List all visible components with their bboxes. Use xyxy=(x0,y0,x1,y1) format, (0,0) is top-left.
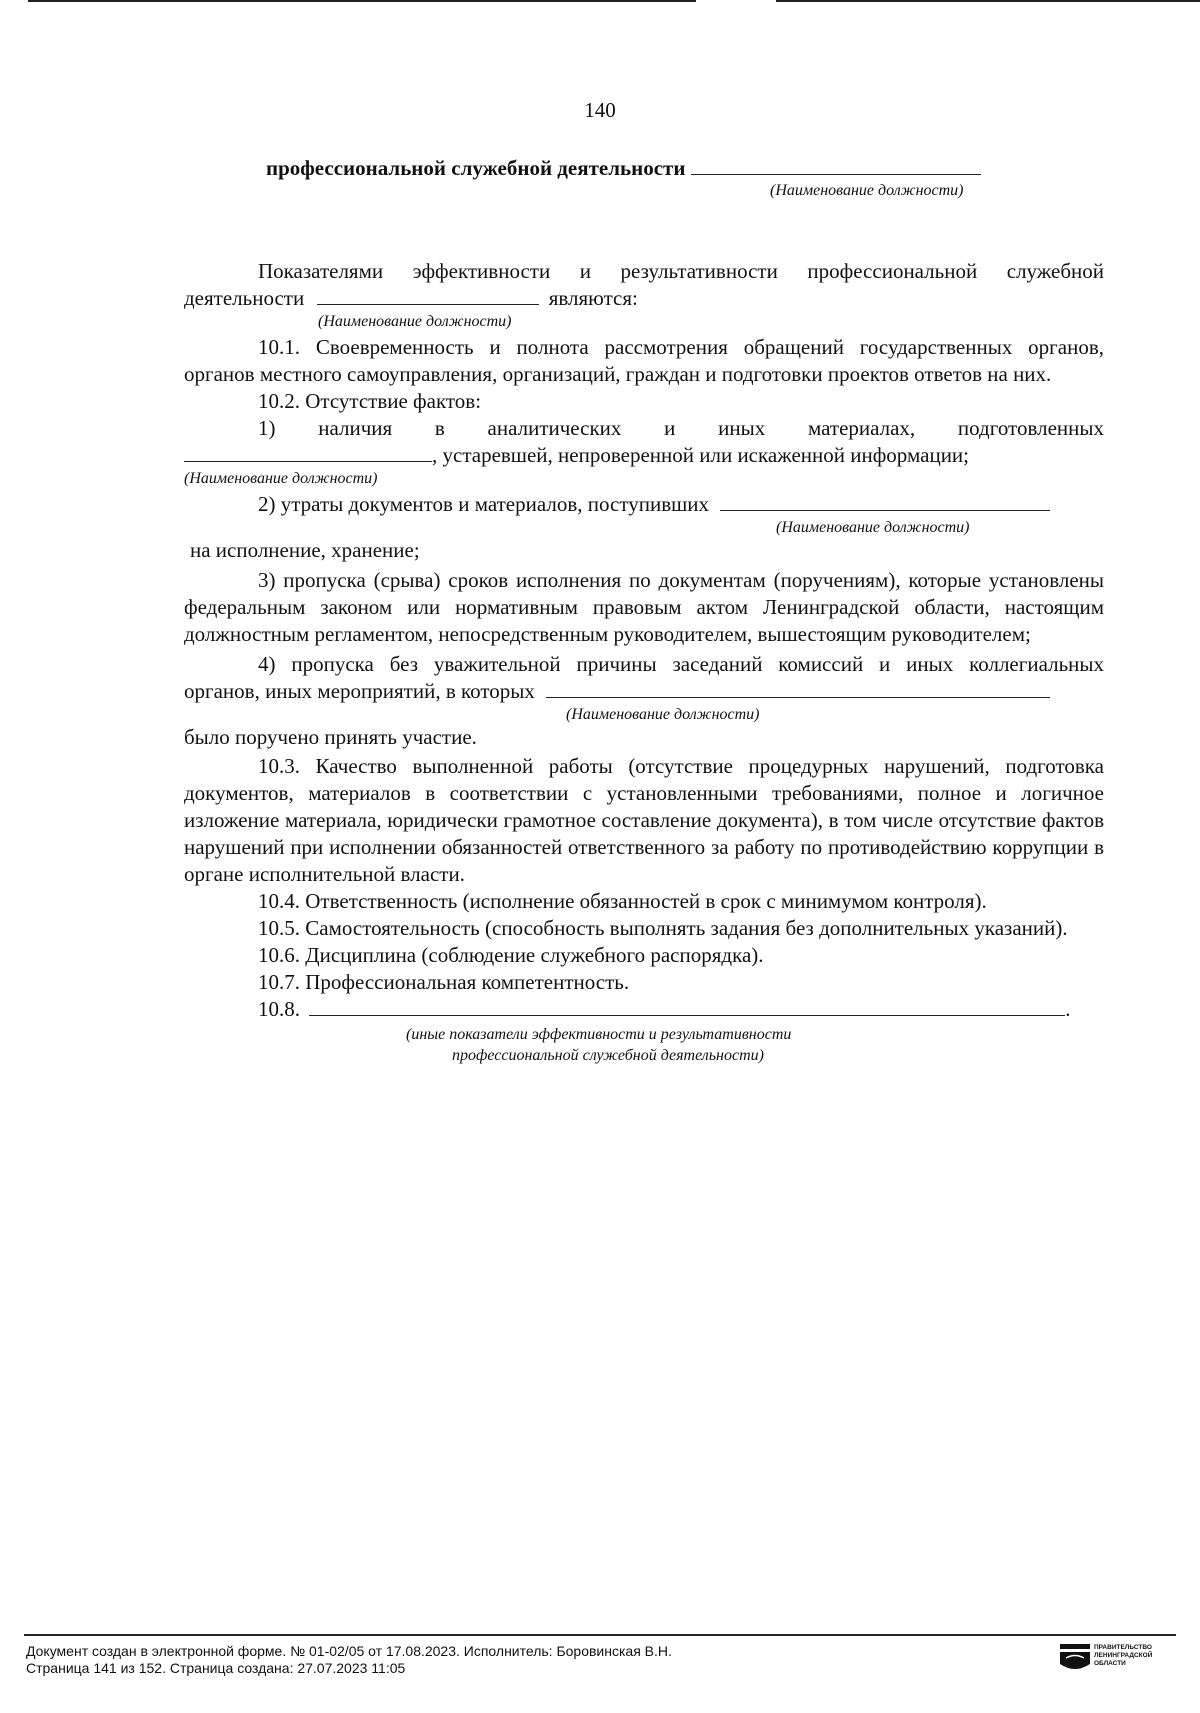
item-1-line-1 xyxy=(184,415,1104,442)
intro-word: деятельности xyxy=(184,286,305,310)
item-10-8-number: 10.8. xyxy=(258,997,300,1021)
item-10-2: 10.2. Отсутствие фактов: xyxy=(258,389,482,413)
item-4-text: органов, иных мероприятий, в которых xyxy=(184,679,535,703)
footer-divider xyxy=(24,1634,1176,1636)
item-1-text: , устаревшей, непроверенной или искаженной информации; xyxy=(432,443,970,467)
item-4-caption: (Наименование должности) xyxy=(566,706,760,723)
intro-word-end: являются: xyxy=(548,286,638,310)
document-body xyxy=(184,258,1104,1065)
item-10-7: 10.7. Профессиональная компетентность. xyxy=(258,970,630,994)
item-1-caption: (Наименование должности) xyxy=(184,470,378,487)
item-10-6: 10.6. Дисциплина (соблюдение служебного распорядка). xyxy=(258,943,764,967)
item-1-word: 1) xyxy=(258,416,276,440)
item-10-4: 10.4. Ответственность (исполнение обязанностей в срок с минимумом контроля). xyxy=(258,889,987,913)
header-title-line xyxy=(266,156,981,181)
coat-of-arms-icon xyxy=(1060,1644,1090,1672)
page-number: 140 xyxy=(584,98,616,122)
item-1-word: и xyxy=(664,416,676,440)
item-10-3: 10.3. Качество выполненной работы (отсутствие процедурных нарушений, подготовка документов, материалов в соответствии с установленными требованиями, полное и логичное изложение материала, юридически грамотное составление документа), в том числе отсутствие фактов нарушений при исполнении обязанностей ответственного за работу по противодействию коррупции в органе исполнительной власти. xyxy=(184,754,1104,886)
footer-line-2: Страница 141 из 152. Страница создана: 27.07.2023 11:05 xyxy=(26,1660,406,1676)
item-2-line-2: на исполнение, хранение; xyxy=(190,538,420,562)
position-blank xyxy=(184,443,432,462)
logo-text-line-1: ПРАВИТЕЛЬСТВО xyxy=(1094,1644,1152,1651)
item-2-line-1 xyxy=(184,491,1104,518)
item-2-text: 2) утраты документов и материалов, поступивших xyxy=(258,492,710,516)
position-blank xyxy=(691,156,981,175)
header-title: профессиональной служебной деятельности xyxy=(266,156,686,180)
top-border-line xyxy=(28,0,696,2)
position-blank xyxy=(317,286,539,305)
header-caption: (Наименование должности) xyxy=(770,182,964,199)
intro-line-2 xyxy=(184,285,1104,312)
indicator-blank xyxy=(309,997,1065,1016)
footer-line-1: Документ создан в электронной форме. № 01-02/05 от 17.08.2023. Исполнитель: Боровинская В.Н. xyxy=(26,1643,672,1659)
item-1-line-2 xyxy=(184,442,1104,469)
intro-caption: (Наименование должности) xyxy=(318,313,512,330)
item-1-word: наличия xyxy=(318,416,393,440)
item-10-8-caption-2: профессиональной служебной деятельности) xyxy=(452,1047,764,1064)
item-10-8 xyxy=(184,996,1104,1023)
item-1-word: материалах, xyxy=(807,416,916,440)
item-2-caption: (Наименование должности) xyxy=(776,519,970,536)
item-1-word: подготовленных xyxy=(957,416,1104,440)
item-3: 3) пропуска (срыва) сроков исполнения по документам (поручениям), которые установлены федеральным законом или нормативным правовым актом Ленинградской области, настоящим должностным регламентом, непосредственным руководителем, вышестоящим руководителем; xyxy=(184,568,1104,646)
item-10-5: 10.5. Самостоятельность (способность выполнять задания без дополнительных указаний). xyxy=(258,916,1068,940)
item-1-word: аналитических xyxy=(487,416,622,440)
position-blank xyxy=(546,679,1050,698)
item-4-line-2 xyxy=(184,678,1104,705)
government-logo xyxy=(1060,1640,1180,1680)
item-1-word: в xyxy=(434,416,445,440)
item-10-8-caption-1: (иные показатели эффективности и результативности xyxy=(406,1026,792,1043)
item-10-1: 10.1. Своевременность и полнота рассмотрения обращений государственных органов, органов местного самоуправления, организаций, граждан и подготовки проектов ответов на них. xyxy=(184,335,1104,386)
position-blank xyxy=(720,492,1050,511)
footer xyxy=(26,1643,672,1677)
logo-text-line-3: ОБЛАСТИ xyxy=(1094,1660,1126,1667)
item-1-word: иных xyxy=(718,416,766,440)
logo-text xyxy=(1094,1644,1152,1668)
intro-line-1: Показателями эффективности и результативности профессиональной служебной xyxy=(258,259,1104,283)
item-10-8-end: . xyxy=(1065,997,1071,1021)
item-4-line-3: было поручено принять участие. xyxy=(184,725,477,749)
logo-text-line-2: ЛЕНИНГРАДСКОЙ xyxy=(1094,1652,1153,1659)
top-border-line-right xyxy=(776,0,1200,2)
item-4-line-1: 4) пропуска без уважительной причины заседаний комиссий и иных коллегиальных xyxy=(258,652,1104,676)
